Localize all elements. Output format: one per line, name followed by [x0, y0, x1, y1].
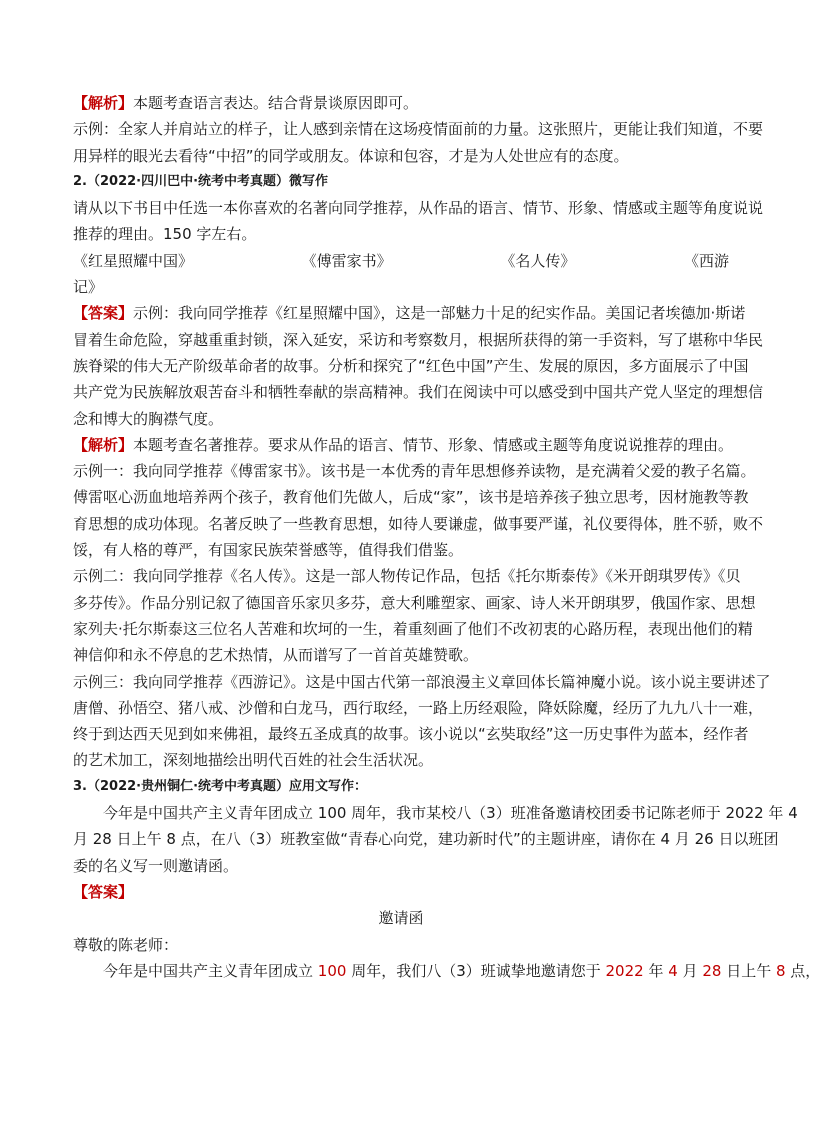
letter-body-line	[73, 958, 820, 984]
answer-tag: 【答案】	[73, 882, 134, 901]
letter-number: 4	[668, 961, 678, 980]
q1-analysis-line	[73, 90, 729, 116]
q2-body-line: 示例三：我向同学推荐《西游记》。这是中国古代第一部浪漫主义章回体长篇神魔小说。该小说主要讲述了	[73, 672, 771, 691]
book-title: 《名人传》	[500, 251, 576, 270]
q2-body-line: 傅雷呕心沥血地培养两个孩子，教育他们先做人，后成“家”，该书是培养孩子独立思考，因材施教等教	[73, 488, 749, 507]
q2-body-line: 唐僧、孙悟空、猪八戒、沙僧和白龙马，西行取经，一路上历经艰险，降妖除魔，经历了九九八十一难，	[73, 698, 764, 717]
letter-salutation: 尊敬的陈老师：	[73, 935, 179, 954]
book-title: 《西游	[683, 251, 729, 270]
q2-analysis-line	[73, 432, 734, 458]
q2-body-line: 终于到达西天见到如来佛祖，最终五圣成真的故事。该小说以“玄奘取经”这一历史事件为蓝本，经作者	[73, 725, 749, 744]
book-title: 《红星照耀中国》	[73, 251, 194, 270]
letter-text: 日上午	[721, 961, 776, 980]
analysis-tag: 【解析】	[73, 94, 134, 112]
q2-body-line: 的艺术加工，深刻地描绘出明代百姓的社会生活状况。	[73, 751, 434, 770]
q2-body-line: 多芬传》。作品分别记叙了德国音乐家贝多芬，意大利雕塑家、画家、诗人米开朗琪罗，俄国作家、思想	[73, 593, 756, 612]
q2-answer-line: 共产党为民族解放艰苦奋斗和牺牲奉献的崇高精神。我们在阅读中可以感受到中国共产党人坚定的理想信	[73, 383, 764, 402]
answer-tag: 【答案】	[73, 304, 134, 323]
q3-prompt-line: 月 28 日上午 8 点，在八（3）班教室做“青春心向党，建功新时代”的主题讲座，请你在 4 月 26 日以班团	[73, 830, 779, 849]
letter-number: 8	[775, 961, 786, 980]
book-list	[73, 248, 729, 274]
letter-number: 100	[317, 961, 347, 980]
book-title: 《傅雷家书》	[301, 251, 392, 270]
letter-title: 邀请函	[378, 909, 424, 928]
q2-body-line: 馁，有人格的尊严，有国家民族荣誉感等，值得我们借鉴。	[73, 541, 464, 560]
letter-text: 年	[643, 961, 669, 980]
letter-number: 28	[702, 961, 722, 980]
book-title-wrap: 记》	[73, 278, 104, 297]
q2-body-line: 示例二：我向同学推荐《名人传》。这是一部人物传记作品，包括《托尔斯泰传》《米开朗琪罗传》《贝	[73, 567, 741, 586]
analysis-tag: 【解析】	[73, 435, 134, 454]
letter-text: 周年，我们八（3）班诚挚地邀请您于	[346, 961, 606, 980]
document-content	[73, 90, 820, 984]
q2-body-line: 神信仰和永不停息的艺术热情，从而谱写了一首首英雄赞歌。	[73, 646, 479, 665]
q2-body-line: 示例一：我向同学推荐《傅雷家书》。该书是一本优秀的青年思想修养读物，是充满着父爱的教子名篇。	[73, 462, 756, 481]
letter-text: 点，	[785, 961, 820, 980]
q2-prompt-line: 请从以下书目中任选一本你喜欢的名著向同学推荐，从作品的语言、情节、形象、情感或主题等角度说说	[73, 199, 764, 218]
q2-heading: 2.（2022·四川巴中·统考中考真题）微写作	[73, 173, 329, 189]
q2-answer-line: 冒着生命危险，穿越重重封锁，深入延安，采访和考察数月，根据所获得的第一手资料，写了堪称中华民	[73, 330, 764, 349]
q1-example-line: 示例：全家人并肩站立的样子，让人感到亲情在这场疫情面前的力量。这张照片，更能让我们知道，不要	[73, 120, 764, 139]
letter-text: 今年是中国共产主义青年团成立	[103, 961, 318, 980]
q2-answer-line	[73, 300, 746, 326]
q2-answer-line: 族脊梁的伟大无产阶级革命者的故事。分析和探究了“红色中国”产生、发展的原因，多方面展示了中国	[73, 356, 749, 375]
q2-body-line: 家列夫·托尔斯泰这三位名人苦难和坎坷的一生，着重刻画了他们不改初衷的心路历程，表现出他们的精	[73, 619, 753, 638]
q3-prompt-line: 委的名义写一则邀请函。	[73, 856, 239, 875]
q3-heading: 3.（2022·贵州铜仁·统考中考真题）应用文写作：	[73, 778, 368, 794]
q2-answer-line: 念和博大的胸襟气度。	[73, 409, 224, 428]
letter-number: 2022	[605, 961, 644, 980]
q1-example-line: 用异样的眼光去看待“中招”的同学或朋友。体谅和包容，才是为人处世应有的态度。	[73, 146, 629, 165]
answer-text: 示例：我向同学推荐《红星照耀中国》，这是一部魅力十足的纪实作品。美国记者埃德加·斯诺	[133, 304, 746, 323]
analysis-text: 本题考查语言表达。结合背景谈原因即可。	[133, 94, 419, 112]
q2-prompt-line: 推荐的理由。150 字左右。	[73, 225, 257, 244]
q3-prompt-line: 今年是中国共产主义青年团成立 100 周年，我市某校八（3）班准备邀请校团委书记陈老师于 2022 年 4	[103, 804, 798, 823]
letter-text: 月	[677, 961, 703, 980]
q2-body-line: 育思想的成功体现。名著反映了一些教育思想，如待人要谦虚，做事要严谨，礼仪要得体，胜不骄，败不	[73, 514, 764, 533]
analysis-text: 本题考查名著推荐。要求从作品的语言、情节、形象、情感或主题等角度说说推荐的理由。	[133, 435, 734, 454]
q3-answer-line	[73, 879, 729, 905]
